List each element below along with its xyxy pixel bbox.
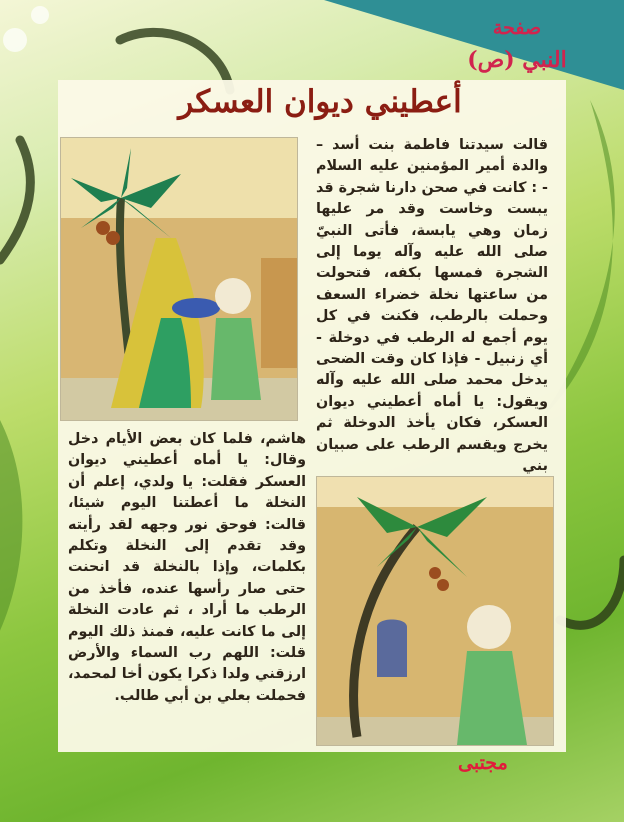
section-tab bbox=[458, 5, 576, 91]
section-label-prophet: النبي (ص) bbox=[467, 47, 567, 73]
illustration-child-at-palm bbox=[316, 476, 554, 746]
magazine-logo: مجتبى bbox=[458, 752, 508, 774]
illustration-woman-and-child bbox=[60, 137, 298, 421]
article-title: أعطيني ديوان العسكر bbox=[178, 84, 462, 120]
article-column-right: قالت سيدتنا فاطمة بنت أسد – والدة أمير المؤمنين عليه السلام - : كانت في صحن دارنا شجرة قد يبست وخاست وقد مر عليها زمان وهي يابسة، فأتى النبيّ صلى الله عليه وآله يوما إلى الشجرة فمسها بكفه، فتحولت من ساعتها نخلة خضراء السعف وحملت بالرطب، فكنت في كل يوم أجمع له الرطب في دوخلة - أي زنبيل - فإذا كان وقت الضحى يدخل محمد صلى الله عليه وآله ويقول: يا أماه أعطيني ديوان العسكر، فكان يأخذ الدوخلة ثم يخرج ويقسم الرطب على صبيان بني bbox=[315, 137, 548, 475]
article-column-left: هاشم، فلما كان بعض الأيام دخل وقال: يا أماه أعطيني ديوان العسكر فقلت: يا ولدي، إعلم أن النخلة ما أعطتنا اليوم شيئا، قالت: فوحق نور وجهه لقد رأيته وقد تقدم إلى النخلة وتكلم بكلمات، وإذا بالنخلة قد انحنت حتى صار رأسها عنده، فأخذ من الرطب ما أراد ، ثم عادت النخلة إلى ما كانت عليه، فمنذ ذلك اليوم قلت: اللهم رب السماء والأرض ارزقني ولدا ذكرا يكون أخا لمحمد، فحملت بعلي بن أبي طالب. bbox=[68, 431, 306, 704]
section-label-page: صفحة bbox=[492, 17, 542, 39]
